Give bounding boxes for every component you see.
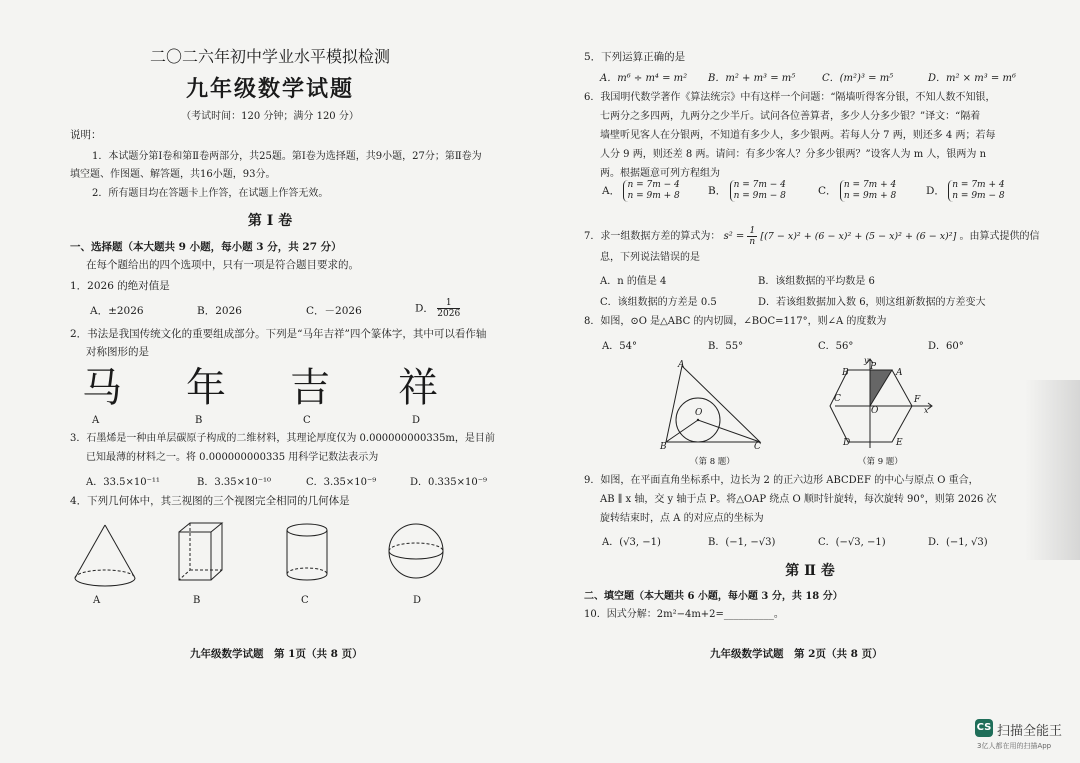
q1-option-a: A．±2026 bbox=[90, 305, 144, 317]
seal-char-b: 年 bbox=[186, 365, 226, 411]
left-footer: 九年级数学试题 第 1页（共 8 页） bbox=[190, 648, 363, 660]
fig9-label-o: O bbox=[871, 406, 879, 416]
page-edge-shadow bbox=[1025, 380, 1080, 560]
figure-8-incircle bbox=[660, 360, 770, 452]
q6-d-eq1: n = 7m + 4 bbox=[952, 180, 1005, 190]
cuboid-figure bbox=[176, 520, 226, 584]
seal-char-d: 祥 bbox=[398, 365, 438, 411]
q6-option-b bbox=[708, 180, 786, 202]
fig8-label-c: C bbox=[754, 442, 761, 452]
q7-frac-den: n bbox=[749, 237, 756, 247]
q6-option-a bbox=[602, 180, 680, 202]
section-2-heading: 第 Ⅱ 卷 bbox=[785, 563, 835, 579]
exam-title: 二〇二六年初中学业水平模拟检测 bbox=[149, 47, 390, 66]
question-2b: 对称图形的是 bbox=[86, 346, 149, 358]
q5-option-c: C．(m²)³ = m⁵ bbox=[822, 73, 894, 84]
part1-heading: 一、选择题（本大题共 9 小题，每小题 3 分，共 27 分） bbox=[70, 241, 342, 253]
right-footer: 九年级数学试题 第 2页（共 8 页） bbox=[710, 648, 883, 660]
q6-option-c bbox=[818, 180, 896, 202]
q8-option-d: D．60° bbox=[928, 341, 964, 352]
q5-option-d: D．m² × m³ = m⁶ bbox=[928, 73, 1016, 84]
q6-option-b-label: B． bbox=[708, 185, 727, 197]
question-4: 4．下列几何体中，其三视图的三个视图完全相同的几何体是 bbox=[70, 495, 350, 507]
q8-option-b: B．55° bbox=[708, 341, 744, 352]
q7-fraction bbox=[747, 226, 757, 247]
q3-option-d: D．0.335×10⁻⁹ bbox=[410, 477, 488, 488]
q7-option-a: A．n 的值是 4 bbox=[600, 276, 667, 287]
q9-option-a: A．(√3, −1) bbox=[602, 537, 661, 548]
q7-frac-num: 1 bbox=[749, 226, 756, 236]
cone-figure bbox=[70, 520, 140, 590]
question-8: 8．如图，⊙O 是△ABC 的内切圆，∠BOC=117°，则∠A 的度数为 bbox=[584, 316, 887, 327]
question-2a: 2．书法是我国传统文化的重要组成部分。下列是“马年吉祥”四个篆体字，其中可以看作轴 bbox=[70, 328, 487, 340]
fig9-label-c: C bbox=[834, 394, 841, 404]
question-1: 1．2026 的绝对值是 bbox=[70, 280, 170, 292]
fig9-caption: （第 9 题） bbox=[858, 457, 903, 467]
fig8-label-o: O bbox=[695, 408, 703, 418]
q1-option-d-fraction bbox=[437, 298, 460, 319]
q6-c-eq2: n = 9m + 8 bbox=[843, 191, 897, 201]
seal-char-a: 马 bbox=[82, 365, 122, 411]
fig9-label-a: A bbox=[896, 368, 903, 378]
q6-option-d-system bbox=[948, 180, 1004, 202]
q6-a-eq2: n = 9m + 8 bbox=[627, 191, 680, 201]
q9-line-2: AB ∥ x 轴，交 y 轴于点 P。将△OAP 绕点 O 顺时针旋转，每次旋转 90°，则第 2026 次 bbox=[600, 494, 997, 505]
q8-option-c: C．56° bbox=[818, 341, 854, 352]
q4-label-c: C bbox=[301, 595, 309, 606]
q2-label-b: B bbox=[195, 415, 203, 426]
q4-label-d: D bbox=[413, 595, 422, 606]
q6-option-d-label: D． bbox=[926, 185, 945, 197]
note-2: 2．所有题目均在答题卡上作答，在试题上作答无效。 bbox=[92, 188, 329, 199]
q3-option-b: B．3.35×10⁻¹⁰ bbox=[197, 477, 272, 488]
fig8-caption: （第 8 题） bbox=[690, 457, 735, 467]
cylinder-figure bbox=[282, 520, 332, 584]
q6-option-d bbox=[926, 180, 1005, 202]
question-3b: 已知最薄的材料之一。将 0.000000000335 用科学记数法表示为 bbox=[86, 452, 379, 463]
q7-option-b: B．该组数据的平均数是 6 bbox=[758, 276, 875, 287]
q7-formula-pre: s² = bbox=[723, 231, 745, 242]
q6-option-a-system bbox=[623, 180, 679, 202]
part2-heading: 二、填空题（本大题共 6 小题，每小题 3 分，共 18 分） bbox=[584, 591, 843, 602]
q9-option-c: C．(−√3, −1) bbox=[818, 537, 886, 548]
q4-label-b: B bbox=[193, 595, 201, 606]
fig8-label-a: A bbox=[678, 360, 685, 370]
fig9-label-f: F bbox=[914, 395, 921, 405]
section-1-heading: 第 Ⅰ 卷 bbox=[247, 213, 293, 229]
q1-option-c: C．－2026 bbox=[306, 305, 362, 317]
q7-tail: 。由算式提供的信 bbox=[959, 231, 1040, 242]
q2-label-c: C bbox=[303, 415, 311, 426]
right-page bbox=[540, 0, 1080, 763]
q5-option-b: B．m² + m³ = m⁵ bbox=[708, 73, 796, 84]
q1-d-denominator: 2026 bbox=[437, 309, 461, 319]
q9-option-d: D．(−1, √3) bbox=[928, 537, 988, 548]
q6-line-5: 两。根据题意可列方程组为 bbox=[600, 168, 720, 179]
camscanner-logo-icon: CS bbox=[975, 719, 993, 737]
q5-option-a: A．m⁶ ÷ m⁴ = m² bbox=[600, 73, 688, 84]
question-7a bbox=[584, 226, 1039, 247]
fig9-label-y: y bbox=[864, 356, 869, 365]
fig9-label-e: E bbox=[896, 438, 903, 448]
q6-line-4: 人分 9 两，则还差 8 两。请问：有多少客人？分多少银两？”设客人为 m 人，银两为 n bbox=[600, 149, 987, 160]
note-1a: 1．本试题分第Ⅰ卷和第Ⅱ卷两部分，共25题。第Ⅰ卷为选择题，共9小题，27分；第Ⅱ卷为 bbox=[92, 151, 482, 162]
q1-d-numerator: 1 bbox=[437, 298, 460, 309]
q4-label-a: A bbox=[93, 595, 101, 606]
question-7b: 息，下列说法错误的是 bbox=[600, 252, 700, 263]
fig9-label-p: P bbox=[870, 362, 877, 372]
exam-subtitle: 九年级数学试题 bbox=[185, 76, 354, 102]
q2-label-d: D bbox=[412, 415, 421, 426]
q6-option-c-system bbox=[840, 180, 896, 202]
q7-formula-post: [(7 − x)² + (6 − x)² + (5 − x)² + (6 − x)²] bbox=[760, 231, 957, 242]
q1-option-b: B．2026 bbox=[197, 305, 242, 317]
q7-option-d: D．若该组数据加入数 6，则这组新数据的方差变大 bbox=[758, 297, 986, 308]
q6-c-eq1: n = 7m + 4 bbox=[843, 180, 897, 190]
q9-line-3: 旋转结束时，点 A 的对应点的坐标为 bbox=[600, 513, 764, 524]
q7-text: 7．求一组数据方差的算式为： bbox=[584, 231, 721, 242]
fig9-label-d: D bbox=[843, 438, 851, 448]
q1-option-d bbox=[415, 298, 460, 319]
camscanner-tagline: 3亿人都在用的扫描App bbox=[977, 742, 1052, 750]
q1-option-d-label: D． bbox=[415, 302, 434, 315]
q9-option-b: B．(−1, −√3) bbox=[708, 537, 776, 548]
fig8-label-b: B bbox=[660, 442, 667, 452]
exam-info: （考试时间：120 分钟；满分 120 分） bbox=[181, 111, 359, 122]
q2-label-a: A bbox=[92, 415, 100, 426]
seal-char-c: 吉 bbox=[290, 365, 330, 411]
q3-option-a: A．33.5×10⁻¹¹ bbox=[86, 477, 160, 488]
q6-d-eq2: n = 9m − 8 bbox=[952, 191, 1005, 201]
sphere-figure bbox=[385, 520, 447, 582]
part1-desc: 在每个题给出的四个选项中，只有一项是符合题目要求的。 bbox=[86, 259, 359, 271]
fig9-label-b: B bbox=[842, 368, 849, 378]
question-5: 5．下列运算正确的是 bbox=[584, 51, 686, 63]
question-3a: 3．石墨烯是一种由单层碳原子构成的二维材料，其理论厚度仅为 0.000000000335m，是目前 bbox=[70, 433, 495, 444]
q6-a-eq1: n = 7m − 4 bbox=[627, 180, 680, 190]
q7-option-c: C．该组数据的方差是 0.5 bbox=[600, 297, 717, 308]
q9-line-1: 9．如图，在平面直角坐标系中，边长为 2 的正六边形 ABCDEF 的中心与原点 O 重合， bbox=[584, 475, 979, 486]
q6-b-eq1: n = 7m − 4 bbox=[733, 180, 786, 190]
camscanner-name: 扫描全能王 bbox=[997, 724, 1063, 739]
q6-option-b-system bbox=[730, 180, 786, 202]
q6-line-3: 墙壁听见客人在分银两，不知道有多少人，多少银两。若每人分 7 两，则还多 4 两；若每 bbox=[600, 130, 996, 141]
note-label: 说明： bbox=[70, 129, 102, 141]
q6-line-1: 6．我国明代数学著作《算法统宗》中有这样一个问题：“隔墙听得客分银，不知人数不知银， bbox=[584, 92, 996, 103]
note-1b: 填空题、作图题、解答题，共16小题，93分。 bbox=[70, 169, 276, 180]
q6-option-a-label: A． bbox=[602, 185, 621, 197]
q3-option-c: C．3.35×10⁻⁹ bbox=[306, 477, 377, 488]
q6-line-2: 七两分之多四两，九两分之少半斤。试问各位善算者，多少人分多少银？”译文：“隔着 bbox=[600, 111, 981, 122]
q6-b-eq2: n = 9m − 8 bbox=[733, 191, 786, 201]
fig9-label-x: x bbox=[924, 406, 929, 415]
q8-option-a: A．54° bbox=[602, 341, 637, 352]
question-10: 10．因式分解：2m²−4m+2=__________。 bbox=[584, 609, 784, 620]
q6-option-c-label: C． bbox=[818, 185, 837, 197]
